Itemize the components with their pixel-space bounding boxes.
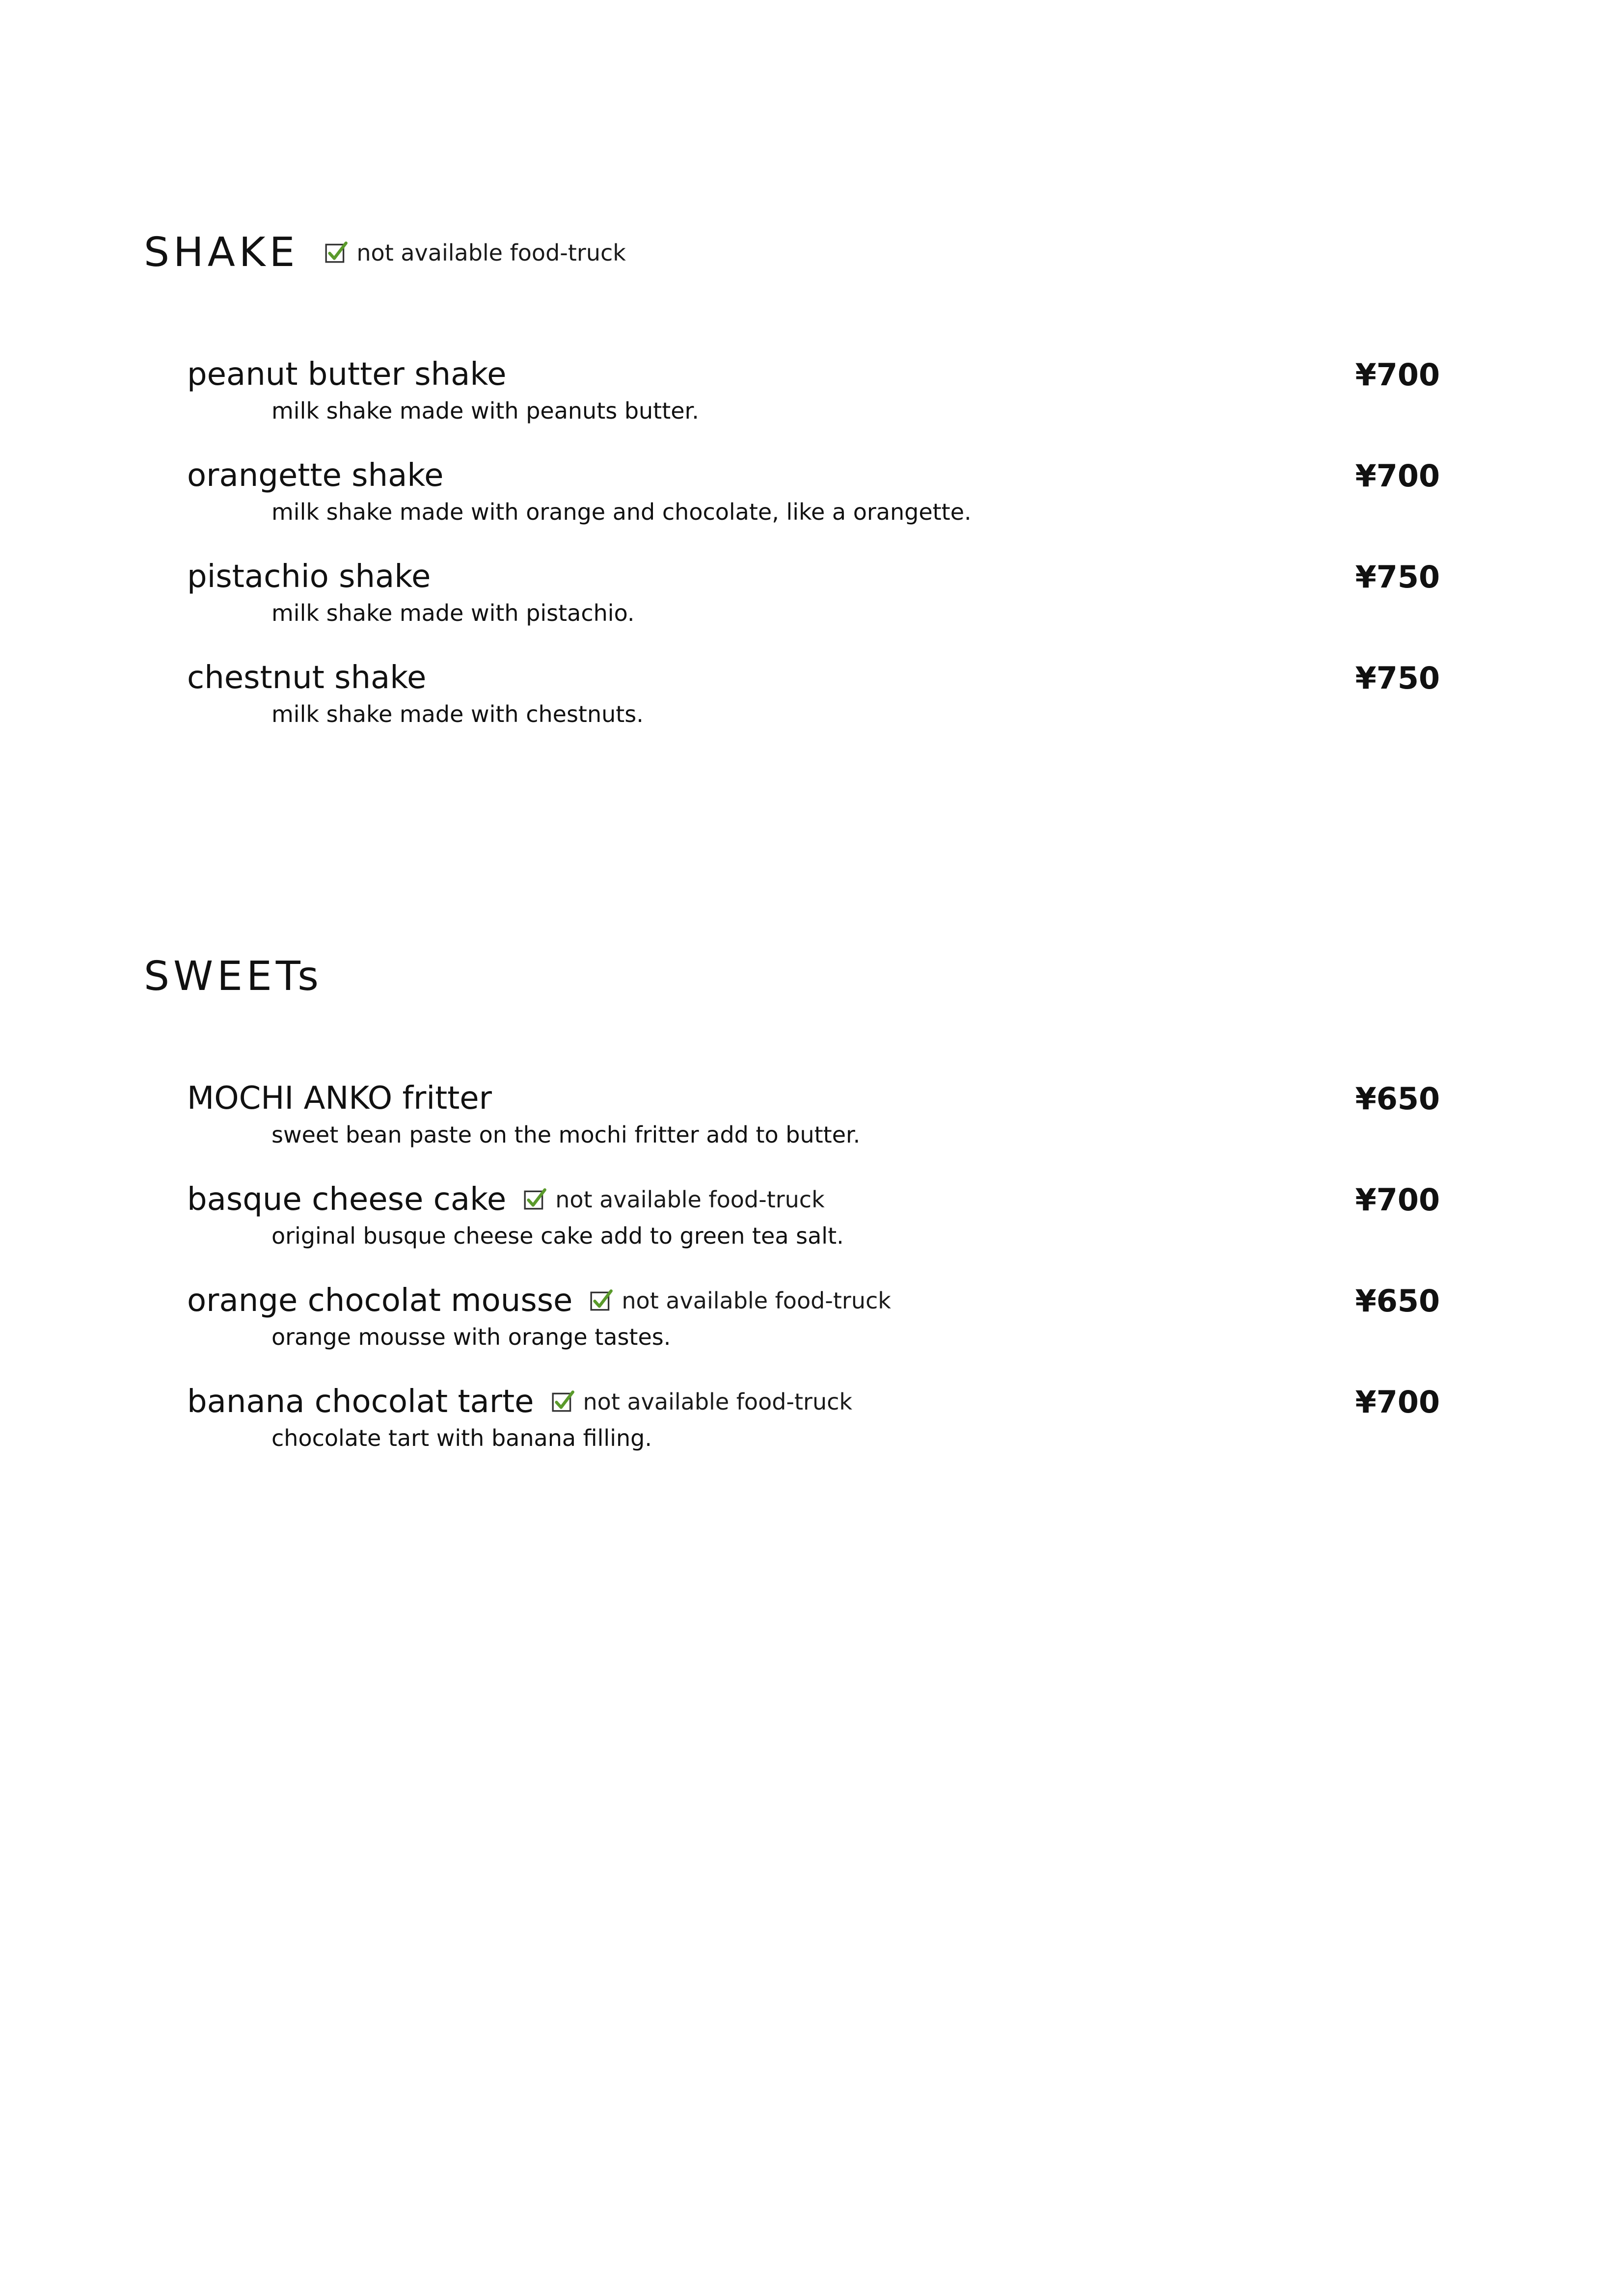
menu-item <box>144 1280 1440 1381</box>
item-description: milk shake made with chestnuts. <box>271 701 644 727</box>
item-price: ¥650 <box>1355 1282 1440 1319</box>
menu-item <box>144 1178 1440 1280</box>
item-name: banana chocolat tarte <box>187 1384 534 1420</box>
not-available-flag <box>324 240 626 266</box>
item-description: original busque cheese cake add to green tea salt. <box>271 1223 844 1249</box>
menu-item <box>144 657 1440 758</box>
shake-section <box>144 226 1440 758</box>
item-name: peanut butter shake <box>187 356 507 393</box>
item-price: ¥650 <box>1355 1080 1440 1117</box>
menu-item <box>144 556 1440 657</box>
item-description: sweet bean paste on the mochi fritter add to butter. <box>271 1121 861 1148</box>
checkbox-check-icon <box>551 1389 575 1414</box>
shake-items <box>144 353 1440 758</box>
flag-label: not available food-truck <box>555 1186 825 1213</box>
item-price: ¥750 <box>1355 559 1440 595</box>
flag-label: not available food-truck <box>622 1287 891 1314</box>
not-available-flag <box>589 1287 891 1314</box>
menu-item <box>144 1077 1440 1178</box>
item-price: ¥700 <box>1355 1384 1440 1420</box>
flag-label: not available food-truck <box>583 1388 853 1415</box>
not-available-flag <box>551 1388 853 1415</box>
checkbox-check-icon <box>589 1288 614 1313</box>
item-name: orange chocolat mousse <box>187 1282 573 1319</box>
flag-label: not available food-truck <box>356 240 626 266</box>
item-description: orange mousse with orange tastes. <box>271 1324 671 1350</box>
item-price: ¥750 <box>1355 660 1440 696</box>
item-price: ¥700 <box>1355 1181 1440 1218</box>
checkbox-check-icon <box>324 240 349 265</box>
item-description: chocolate tart with banana filling. <box>271 1425 652 1451</box>
item-price: ¥700 <box>1355 457 1440 494</box>
item-description: milk shake made with orange and chocolate, like a orangette. <box>271 499 972 525</box>
item-name: chestnut shake <box>187 660 427 696</box>
shake-section-header <box>144 226 1440 280</box>
item-name: orangette shake <box>187 457 444 494</box>
item-name: basque cheese cake <box>187 1181 507 1218</box>
sweets-section <box>144 950 1440 1482</box>
not-available-flag <box>523 1186 825 1213</box>
checkbox-check-icon <box>523 1187 547 1212</box>
item-price: ¥700 <box>1355 356 1440 393</box>
menu-item <box>144 454 1440 556</box>
item-description: milk shake made with pistachio. <box>271 600 635 626</box>
sweets-section-header <box>144 950 1440 1004</box>
item-name: pistachio shake <box>187 559 431 595</box>
section-title: SWEETs <box>144 953 323 1000</box>
item-description: milk shake made with peanuts butter. <box>271 398 699 424</box>
menu-item <box>144 353 1440 454</box>
item-name: MOCHI ANKO fritter <box>187 1080 492 1117</box>
menu-item <box>144 1381 1440 1482</box>
sweets-items <box>144 1077 1440 1482</box>
section-title: SHAKE <box>144 229 299 276</box>
